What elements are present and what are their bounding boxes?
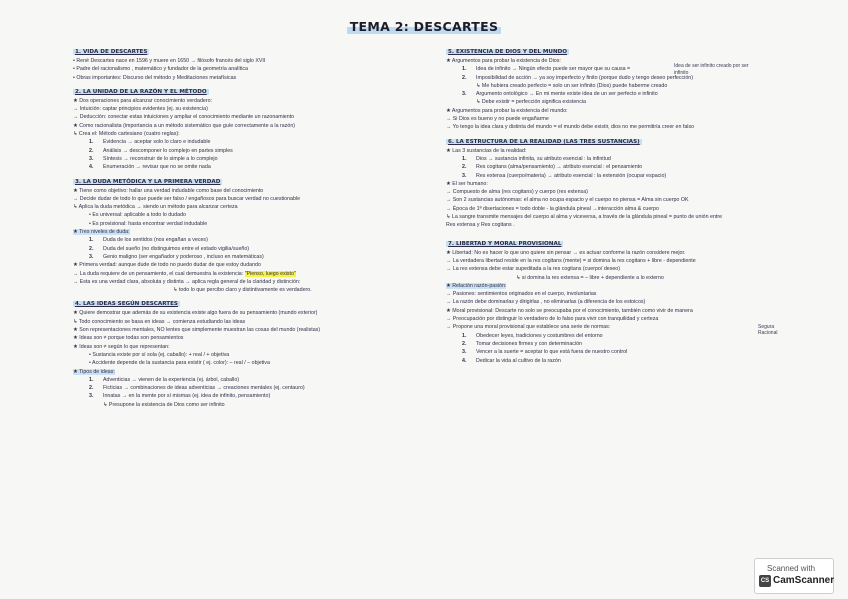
camscanner-logo-icon: CS — [759, 575, 771, 587]
text-line: ↳ si domina la res extensa = – libre + dependiente a lo externo — [516, 274, 664, 281]
text-line: ↳ todo lo que percibo claro y distintivamente es verdadero. — [173, 287, 312, 294]
section-title: 2. LA UNIDAD DE LA RAZÓN Y EL MÉTODO — [75, 88, 207, 95]
quote-highlight: "Pienso, luego existo" — [244, 270, 296, 277]
list-item: 1. Idea de infinito → Ningún efecto puede ser mayor que su causa = — [462, 66, 631, 73]
list-item: 2. Imposibilidad de acción → ya soy imperfecto y finito (porque dudo y tengo deseo perfección) — [462, 74, 693, 81]
text-line: Res extensa y Res cogitans . — [446, 222, 515, 229]
text-line: ↳ Presupone la existencia de Dios como ser infinito — [103, 401, 225, 408]
text-line: ★ El ser humano: — [446, 180, 488, 187]
margin-note: Idea de ser infinito creado por ser infinito — [674, 63, 749, 76]
text-line: → La res extensa debe estar supeditada a la res cogitans (cuerpo/ deseo) — [446, 266, 621, 273]
list-item: 3. Res extensa (cuerpo/materia) → atributo esencial : la extensión (ocupar espacio) — [462, 172, 667, 179]
text-line: • Obras importantes: Discurso del método y Meditaciones metafísicas — [73, 74, 237, 81]
list-item: 1. Adventicias → vienen de la experiencia (ej. árbol, caballo) — [89, 376, 240, 383]
text-line: ★ Ideas son ≠ porque todas son pensamientos — [73, 335, 184, 342]
text-line: ★ Tres niveles de duda: — [73, 229, 130, 236]
text-line: → Deducción: conectar estas intuiciones y ampliar el conocimiento mediante un razonamiento — [73, 114, 295, 121]
text-line: ↳ Crea el: Método cartesiano (cuatro reglas): — [73, 131, 180, 138]
scanner-brand: CamScanner — [773, 575, 835, 586]
list-item: 1. Dios → sustancia infinita, su atributo esencial : la infinitud — [462, 155, 611, 162]
text-line: ★ Moral provisional: Descarte no solo se preocupaba por el conocimiento, también como vivir de manera — [446, 307, 693, 314]
list-item: 2. Res cogitans (alma/pensamiento) → atributo esencial : el pensamiento — [462, 164, 643, 171]
list-item: 4. Dedicar la vida al cultivo de la razón — [462, 357, 561, 364]
text-line: ★ Primera verdad: aunque dude de todo no puedo dudar de que estoy dudando — [73, 262, 261, 269]
text-line: → Intuición: captar principios evidentes (ej. su existencia) — [73, 106, 208, 113]
list-item: 2. Ficticias → combinaciones de ideas adventicias → creaciones mentales (ej. centauro) — [89, 385, 305, 392]
section-realidad — [446, 138, 791, 230]
list-item: 1. Duda de los sentidos (nos engañan a veces) — [89, 237, 208, 244]
list-item: 3. Síntesis → reconstruir de lo simple a lo complejo — [89, 155, 218, 162]
list-item: 2. Duda del sueño (no distinguimos entre el estado vigilia/sueño) — [89, 245, 250, 252]
section-vida — [73, 48, 373, 82]
text-line: ★ Relación razón-pasión: — [446, 282, 507, 289]
text-line: → Pasiones: sentimientos originados en el cuerpo, involuntarias — [446, 291, 597, 298]
section-title: 3. LA DUDA METÓDICA Y LA PRIMERA VERDAD — [75, 178, 221, 185]
text-line: ★ Argumentos para probar la existencia de Dios: — [446, 58, 561, 64]
list-item: • Es universal: aplicable a todo lo dudado — [89, 212, 186, 219]
text-line: → Decide dudar de todo lo que puede ser falso / engañosos para buscar verdad no cuestionable — [73, 195, 301, 202]
text-line: ★ Quiere demostrar que además de su existencia existe algo fuera de su pensamiento (mundo exterior) — [73, 310, 318, 317]
text-line: ★ Dos operaciones para alcanzar conocimiento verdadero: — [73, 97, 213, 104]
text-line: • René Descartes nace en 1596 y muere en 1650 → filósofo francés del siglo XVII — [73, 58, 266, 64]
text-line: → Esta es una verdad clara, absoluta y distinta → aplica regla general de la claridad y distinción: — [73, 278, 301, 285]
text-line: → Compuesto de alma (res cogitans) y cuerpo (res extensa) — [446, 189, 588, 196]
section-libertad — [446, 240, 791, 365]
list-item: 3. Innatas → en la mente por sí mismas (ej. idea de infinito, pensamiento) — [89, 393, 271, 400]
text-line: ★ Libertad: No es hacer lo que uno quiere sin pensar → es actuar conforme la razón considere mejor. — [446, 249, 686, 256]
text-line: ↳ Todo conocimiento se basa en ideas → comienza estudiando las ideas — [73, 318, 246, 325]
text-line: → Son 2 sustancias autónomas: el alma no ocupa espacio y el cuerpo no piensa = Alma sin cuerpo OK — [446, 197, 689, 204]
section-title: 1. VIDA DE DESCARTES — [75, 49, 148, 55]
list-item: • Sustancia existe por sí sola (ej. caballo): + real / + objetiva — [89, 351, 230, 358]
camscanner-watermark — [754, 558, 834, 594]
text-line: ★ Como racionalista (importancia a un método sistemático que guíe correctamente a la razón) — [73, 122, 296, 129]
section-duda — [73, 178, 373, 295]
margin-note: Segura Racional — [758, 323, 778, 337]
section-title: 7. LIBERTAD Y MORAL PROVISIONAL — [448, 240, 562, 247]
section-title: 5. EXISTENCIA DE DIOS Y DEL MUNDO — [448, 49, 568, 55]
text-line: ★ Tipos de ideas: — [73, 368, 115, 375]
list-item: 3. Argumento ontológico → En mi mente existe idea de un ser perfecto e infinito — [462, 91, 658, 98]
text-line: → La verdadera libertad reside en la res cogitans (mente) = si domina la res cogitans + libre - dependiente — [446, 257, 696, 264]
section-title: 6. LA ESTRUCTURA DE LA REALIDAD (LAS TRES SUSTANCIAS) — [448, 138, 640, 145]
section-dios-mundo — [446, 48, 791, 132]
text-line: → Propone una moral provisional que establece una serie de normas: — [446, 324, 611, 331]
scanner-caption: Scanned with — [767, 564, 816, 573]
left-column — [73, 42, 373, 409]
text-line: ★ Argumentos para probar la existencia del mundo: — [446, 107, 568, 114]
text-line: → La razón debe dominarlas y dirigirlas , no eliminarlas (a diferencia de los estoicos) — [446, 299, 646, 306]
text-line: ★ Tiene como objetivo: hallar una verdad indudable como base del conocimiento — [73, 187, 264, 194]
list-item: 2. Tomar decisiones firmes y con determinación — [462, 340, 582, 347]
section-ideas — [73, 300, 373, 409]
page-title: TEMA 2: DESCARTES — [0, 19, 848, 34]
text-line: ↳ Aplica la duda metódica → siendo un método para alcanzar certeza — [73, 204, 238, 211]
text-line: → Época de 1ª disertaciones = todo doble - la glándula pineal →interacción alma & cuerpo — [446, 205, 659, 212]
text-line: ↳ La sangre transmite mensajes del cuerpo al alma y viceversa, a través de la glándula pineal = punto de unión entre — [446, 214, 723, 221]
list-item: 1. Evidencia → aceptar solo lo claro e indudable — [89, 139, 211, 146]
text-line: → Yo tengo la idea clara y distinta del mundo = el mundo debe existir, dios no me permitiría creer en falso — [446, 124, 695, 131]
right-column — [446, 42, 791, 365]
section-razon-metodo — [73, 88, 373, 172]
section-title: 4. LAS IDEAS SEGÚN DESCARTES — [75, 301, 178, 308]
list-item: • Es provisional: hasta encontrar verdad indudable — [89, 220, 208, 227]
text-line: • Padre del racionalismo , matemático y fundador de la geometría analítica — [73, 66, 248, 73]
list-item: 3. Genio maligno (ser engañador y poderoso , incluso en matemáticas) — [89, 253, 264, 260]
text-line: → La duda requiere de un pensamiento, el cual demuestra la existencia: "Pienso, luego existo" — [73, 270, 296, 277]
list-item: ↳ Debe existir = perfección significa existencia — [476, 99, 586, 106]
text-line: → Si Dios es bueno y no puede engañarme — [446, 116, 549, 123]
list-item: 3. Vencer a la suerte = aceptar lo que está fuera de nuestro control — [462, 349, 628, 356]
text-line: ★ Las 3 sustancias de la realidad: — [446, 147, 527, 154]
text-line: ★ Ideas son ≠ según lo que representan: — [73, 343, 170, 350]
list-item: • Accidente depende de la sustancia para existir ( ej. color): – real / – objetiva — [89, 360, 270, 367]
list-item: ↳ Me hubiera creado perfecto = solo un ser infinito (Dios) puede haberme creado — [476, 82, 668, 89]
text-line: ★ Son representaciones mentales, NO lentes que simplemente muestran las cosas del mundo (realistas) — [73, 327, 321, 334]
list-item: 1. Obedecer leyes, tradiciones y costumbres del entorno — [462, 332, 603, 339]
list-item: 2. Análisis → descomponer lo complejo en partes simples — [89, 147, 233, 154]
text-line: → Preocupación por distinguir lo verdadero de lo falso para vivir con tranquilidad y certeza — [446, 316, 659, 323]
list-item: 4. Enumeración → revisar que no se omite nada — [89, 164, 211, 171]
